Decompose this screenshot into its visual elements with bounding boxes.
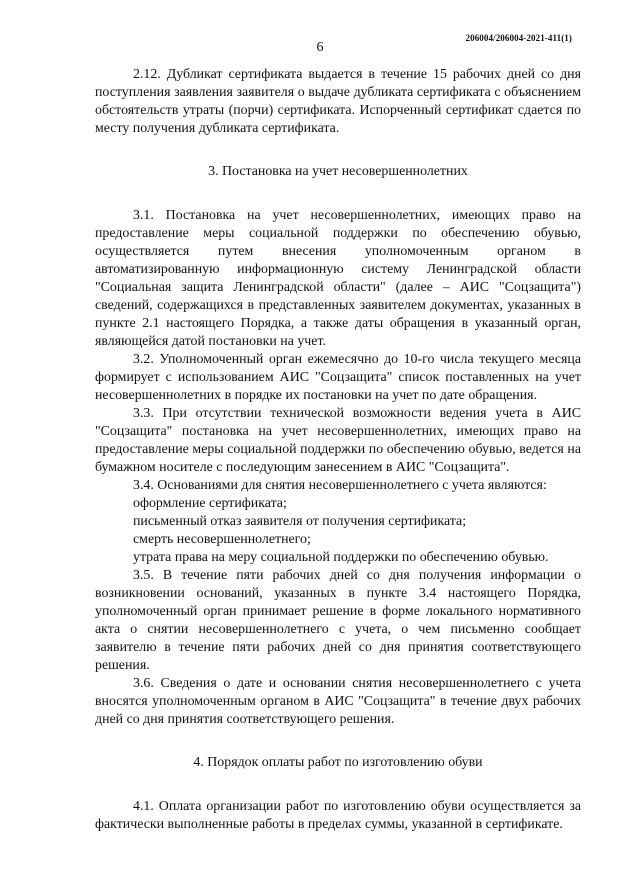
list-item: письменный отказ заявителя от получения сертификата; [133, 514, 467, 529]
page-number: 6 [316, 40, 324, 55]
paragraph-4-1: 4.1. Оплата организации работ по изготовлению обуви осуществляется за фактически выполненные работы в пределах суммы, указанной в сертификате. [95, 799, 581, 832]
list-item: оформление сертификата; [133, 496, 287, 511]
document-code: 206004/206004-2021-411(1) [465, 33, 572, 43]
list-item: утрата права на меру социальной поддержки по обеспечению обувью. [133, 550, 549, 565]
paragraph-3-6: 3.6. Сведения о дате и основании снятия несовершеннолетнего с учета вносятся уполномоченным органом в АИС "Соцзащита" в течение двух рабочих дней со дня принятия соответствующего решения. [95, 676, 581, 727]
paragraph-3-1: 3.1. Постановка на учет несовершеннолетних, имеющих право на предоставление меры социальной поддержки по обеспечению обувью, осуществляется путем внесения уполномоченным органом в автоматизированную информационную систему Ленинградской области "Социальная защита Ленинградской области" (далее – АИС "Соцзащита") сведений, содержащихся в представленных заявителем документах, указанных в пункте 2.1 настоящего Порядка, а также даты обращения в указанный орган, являющейся датой постановки на учет. [95, 208, 581, 349]
paragraph-3-5: 3.5. В течение пяти рабочих дней со дня получения информации о возникновении оснований, указанных в пункте 3.4 настоящего Порядка, уполномоченный орган принимает решение в форме локального нормативного акта о снятии несовершеннолетнего с учета, о чем письменно сообщает заявителю в течение пяти рабочих дней со дня принятия соответствующего решения. [95, 568, 581, 673]
document-body [95, 66, 581, 834]
paragraph-3-4: 3.4. Основаниями для снятия несовершеннолетнего с учета являются: [133, 478, 547, 493]
paragraph-3-2: 3.2. Уполномоченный орган ежемесячно до 10-го числа текущего месяца формирует с использованием АИС "Соцзащита" список поставленных на учет несовершеннолетних в порядке их постановки на учет по дате обращения. [95, 352, 581, 403]
list-item: смерть несовершеннолетнего; [133, 532, 311, 547]
section-3-heading: 3. Постановка на учет несовершеннолетних [208, 164, 468, 179]
paragraph-2-12: 2.12. Дубликат сертификата выдается в течение 15 рабочих дней со дня поступления заявления заявителя о выдаче дубликата сертификата с объяснением обстоятельств утраты (порчи) сертификата. Испорченный сертификат сдается по месту получения дубликата сертификата. [95, 67, 581, 136]
paragraph-3-3: 3.3. При отсутствии технической возможности ведения учета в АИС "Соцзащита" постановка на учет несовершеннолетних, имеющих право на предоставление меры социальной поддержки по обеспечению обувью, ведется на бумажном носителе с последующим занесением в АИС "Соцзащита". [95, 406, 581, 475]
section-4-heading: 4. Порядок оплаты работ по изготовлению обуви [193, 755, 483, 770]
